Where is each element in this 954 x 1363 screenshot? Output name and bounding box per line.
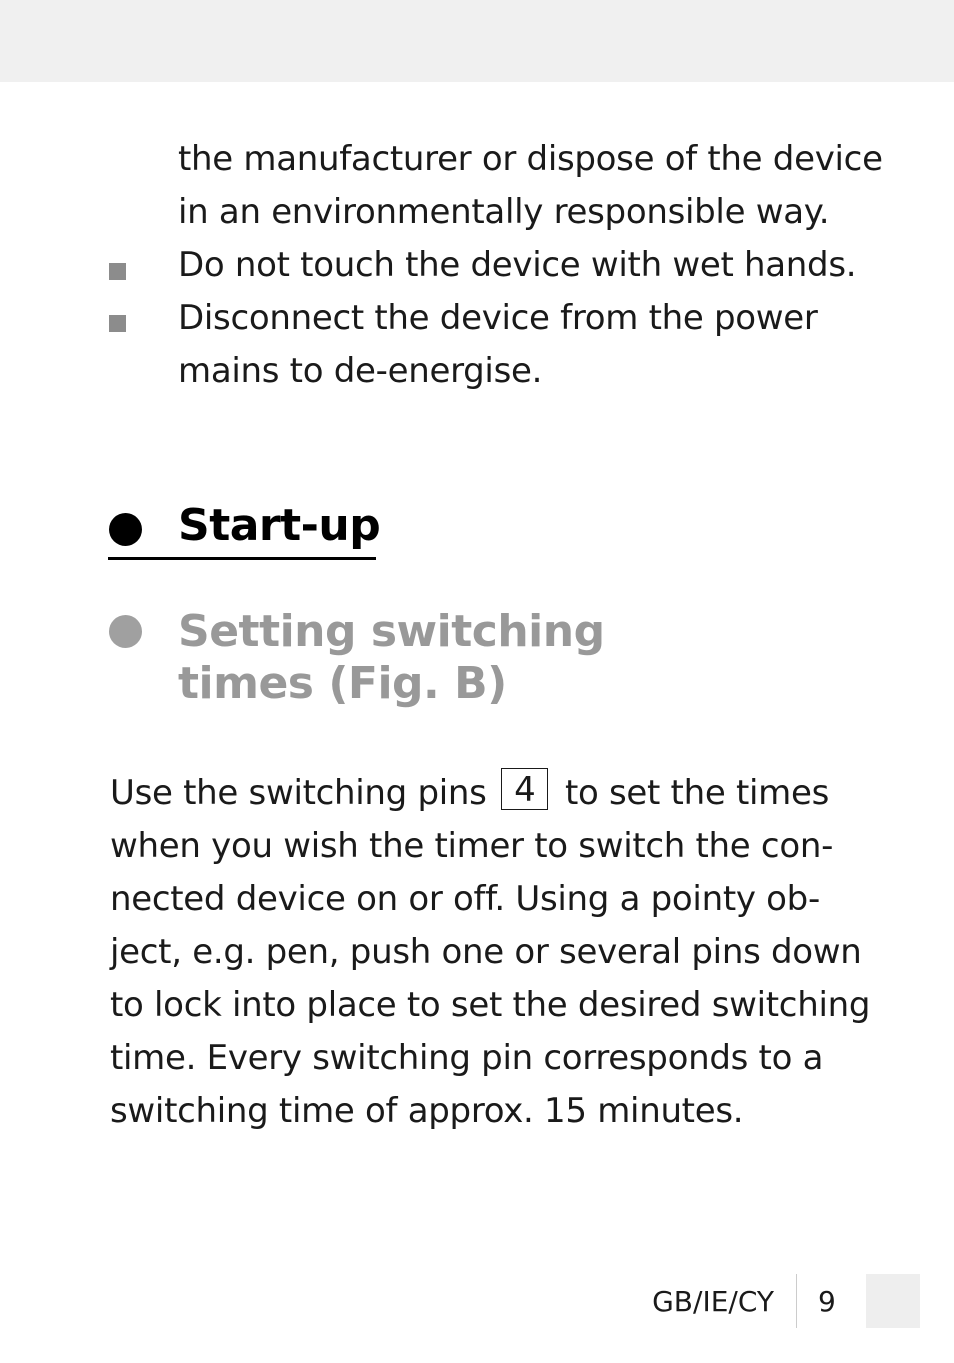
paragraph-line: nected device on or off. Using a pointy ob-	[110, 879, 820, 919]
text-line: in an environmentally responsible way.	[178, 192, 830, 232]
top-band	[0, 0, 954, 82]
paragraph-line: to lock into place to set the desired switching	[110, 985, 871, 1025]
heading-underline	[108, 557, 376, 560]
text-line: the manufacturer or dispose of the device	[178, 139, 883, 179]
subheading-line: times (Fig. B)	[178, 658, 507, 709]
paragraph-line	[110, 767, 829, 820]
footer-language: GB/IE/CY	[652, 1285, 774, 1318]
paragraph-line: when you wish the timer to switch the con-	[110, 826, 834, 866]
bullet-item-text: mains to de-energise.	[178, 351, 543, 391]
paragraph-text: Use the switching pins	[110, 773, 487, 813]
bullet-item-text: Disconnect the device from the power	[178, 298, 818, 338]
heading-bullet-icon	[109, 513, 142, 546]
reference-number-box: 4	[501, 768, 548, 810]
page-number: 9	[818, 1285, 836, 1318]
paragraph-line: ject, e.g. pen, push one or several pins down	[110, 932, 862, 972]
paragraph-text: to set the times	[564, 773, 829, 813]
bullet-item-text: Do not touch the device with wet hands.	[178, 245, 857, 285]
section-heading-startup: Start-up	[178, 500, 381, 551]
paragraph-line: switching time of approx. 15 minutes.	[110, 1091, 744, 1131]
square-bullet-icon	[109, 315, 126, 332]
footer-divider	[796, 1274, 797, 1328]
paragraph-line: time. Every switching pin corresponds to a	[110, 1038, 824, 1078]
subheading-bullet-icon	[109, 615, 142, 648]
subheading-line: Setting switching	[178, 606, 605, 657]
square-bullet-icon	[109, 263, 126, 280]
footer-tab-marker	[866, 1274, 920, 1328]
